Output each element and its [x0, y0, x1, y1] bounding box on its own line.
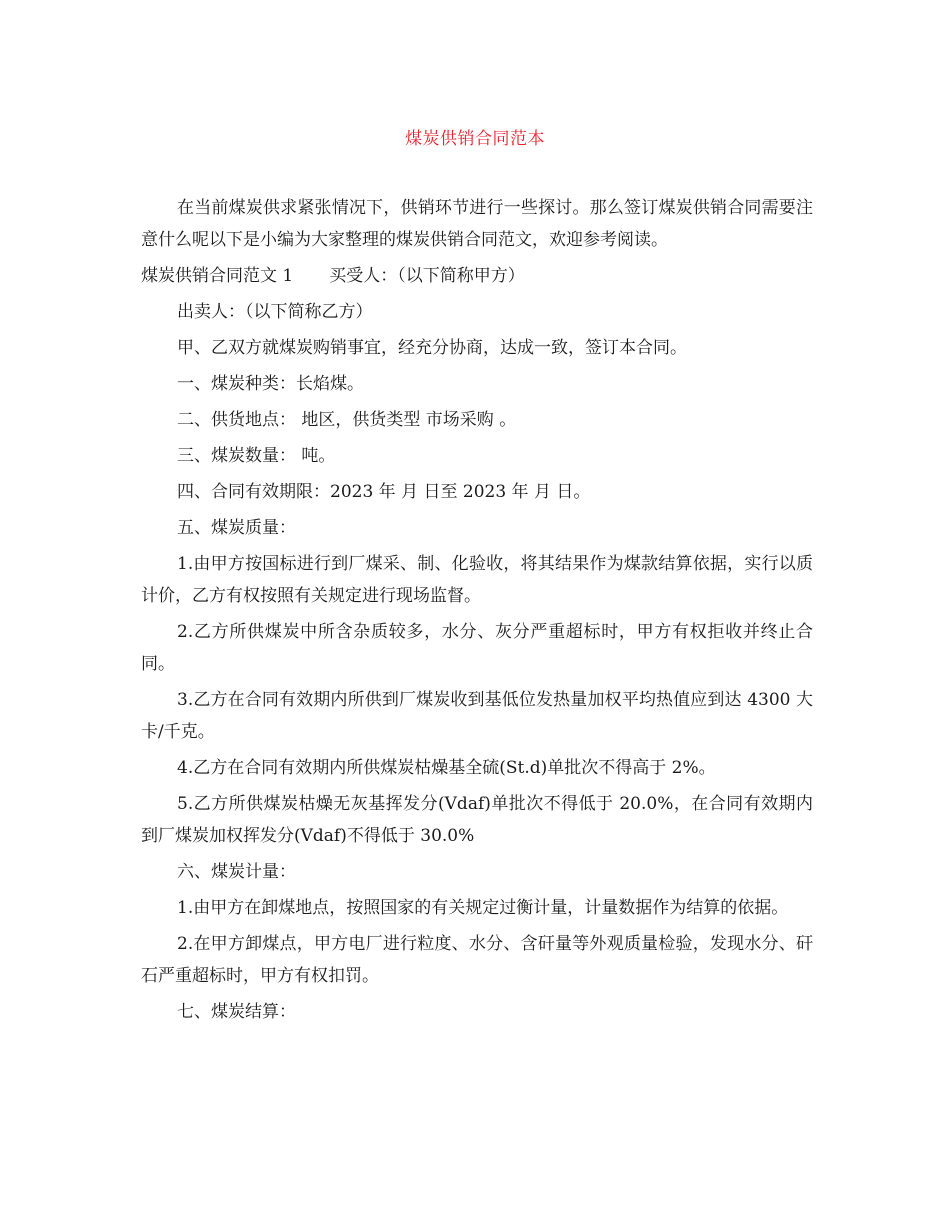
paragraph-measurement-1: 1.由甲方在卸煤地点，按照国家的有关规定过衡计量，计量数据作为结算的依据。 [177, 898, 789, 918]
paragraph-measurement-2: 2.在甲方卸煤点，甲方电厂进行粒度、水分、含矸量等外观质量检验，发现水分、矸石严重超标时，甲方有权扣罚。 [141, 934, 813, 986]
document-title: 煤炭供销合同范本 [405, 129, 545, 149]
paragraph-coal-quality: 五、煤炭质量： [177, 518, 296, 538]
document-body [141, 192, 813, 1032]
paragraph-coal-quantity: 三、煤炭数量： 吨。 [177, 446, 336, 466]
paragraph-agreement: 甲、乙双方就煤炭购销事宜，经充分协商，达成一致，签订本合同。 [177, 338, 687, 358]
paragraph-quality-2: 2.乙方所供煤炭中所含杂质较多，水分、灰分严重超标时，甲方有权拒收并终止合同。 [141, 622, 813, 674]
contract-sample-label: 煤炭供销合同范文 1 [141, 266, 294, 286]
paragraph-quality-5: 5.乙方所供煤炭枯燥无灰基挥发分(Vdaf)单批次不得低于 20.0%，在合同有效期内到厂煤炭加权挥发分(Vdaf)不得低于 30.0% [141, 794, 813, 846]
paragraph-contract-heading [141, 260, 813, 292]
paragraph-seller: 出卖人：（以下简称乙方） [177, 302, 373, 322]
paragraph-quality-1: 1.由甲方按国标进行到厂煤采、制、化验收，将其结果作为煤款结算依据，实行以质计价，乙方有权按照有关规定进行现场监督。 [141, 554, 813, 606]
paragraph-coal-settlement: 七、煤炭结算： [177, 1002, 296, 1022]
paragraph-quality-3: 3.乙方在合同有效期内所供到厂煤炭收到基低位发热量加权平均热值应到达 4300 大卡/千克。 [141, 690, 813, 742]
paragraph-contract-period: 四、合同有效期限：2023 年 月 日至 2023 年 月 日。 [177, 482, 591, 502]
paragraph-supply-location: 二、供货地点： 地区，供货类型 市场采购 。 [177, 410, 517, 430]
paragraph-coal-type: 一、煤炭种类：长焰煤。 [177, 374, 364, 394]
paragraph-quality-4: 4.乙方在合同有效期内所供煤炭枯燥基全硫(St.d)单批次不得高于 2%。 [177, 758, 716, 778]
buyer-label: 买受人：（以下简称甲方） [329, 266, 525, 286]
paragraph-intro: 在当前煤炭供求紧张情况下，供销环节进行一些探讨。那么签订煤炭供销合同需要注意什么呢以下是小编为大家整理的煤炭供销合同范文，欢迎参考阅读。 [141, 198, 813, 250]
paragraph-coal-measurement: 六、煤炭计量： [177, 862, 296, 882]
